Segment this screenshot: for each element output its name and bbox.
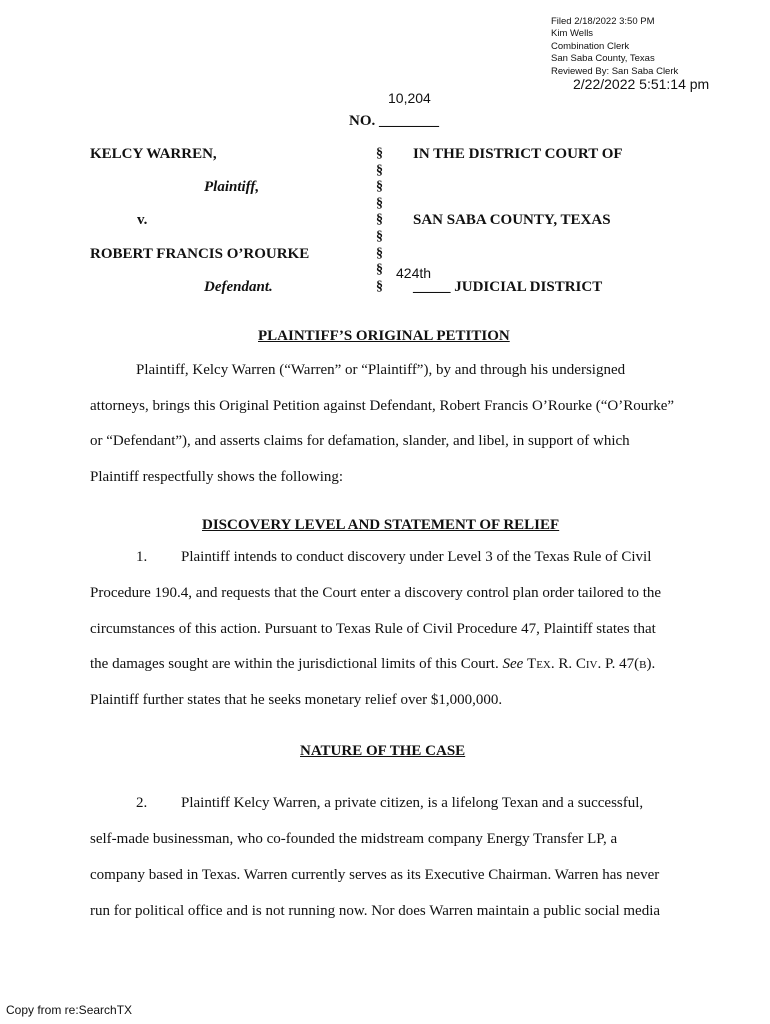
intro-line: Plaintiff respectfully shows the following: — [90, 469, 344, 485]
citation: Tex. R. Civ. P. 47(b). — [527, 656, 656, 672]
paragraph-line: circumstances of this action. Pursuant to Texas Rule of Civil Procedure 47, Plaintiff states that — [90, 621, 656, 637]
reviewed-by: Reviewed By: San Saba Clerk — [551, 65, 679, 77]
paragraph-text: the damages sought are within the jurisdictional limits of this Court. — [90, 656, 499, 672]
paragraph-line: self-made businessman, who co-founded the midstream company Energy Transfer LP, a — [90, 831, 618, 847]
footer-source: Copy from re:SearchTX — [6, 1003, 133, 1017]
section-mark: § — [376, 195, 383, 211]
plaintiff-name: KELCY WARREN, — [90, 146, 217, 162]
cause-number: 10,204 — [388, 90, 431, 106]
district-number: 424th — [396, 265, 432, 281]
court-line-1: IN THE DISTRICT COURT OF — [413, 146, 623, 162]
section-mark: § — [376, 179, 383, 195]
versus: v. — [137, 212, 148, 228]
document-title: PLAINTIFF’S ORIGINAL PETITION — [258, 328, 510, 344]
paragraph-line: Plaintiff intends to conduct discovery under Level 3 of the Texas Rule of Civil — [181, 549, 652, 565]
section-heading-discovery: DISCOVERY LEVEL AND STATEMENT OF RELIEF — [202, 517, 560, 533]
paragraph-line: company based in Texas. Warren currently serves as its Executive Chairman. Warren has never — [90, 867, 660, 883]
court-line-3: _____ JUDICIAL DISTRICT — [413, 279, 603, 295]
paragraph-line: Plaintiff further states that he seeks monetary relief over $1,000,000. — [90, 692, 503, 708]
clerk-title: Combination Clerk — [551, 40, 630, 52]
paragraph-line: run for political office and is not running now. Nor does Warren maintain a public social media — [90, 903, 661, 919]
intro-line: Plaintiff, Kelcy Warren (“Warren” or “Plaintiff”), by and through his undersigned — [136, 362, 626, 378]
defendant-name: ROBERT FRANCIS O’ROURKE — [90, 246, 310, 262]
paragraph-line-with-citation — [90, 656, 655, 673]
section-mark: § — [376, 228, 383, 244]
section-mark: § — [376, 212, 383, 228]
cause-number-label: NO. ________ — [349, 113, 439, 129]
section-heading-nature: NATURE OF THE CASE — [300, 743, 466, 759]
see-signal: See — [502, 656, 524, 672]
filed-date: Filed 2/18/2022 3:50 PM — [551, 16, 655, 27]
section-mark: § — [376, 146, 383, 161]
defendant-role: Defendant. — [204, 279, 273, 295]
plaintiff-role: Plaintiff, — [204, 179, 260, 195]
county: San Saba County, Texas — [551, 53, 655, 65]
paragraph-line: Procedure 190.4, and requests that the Court enter a discovery control plan order tailored to the — [90, 585, 662, 601]
paragraph-number: 2. — [136, 795, 148, 811]
paragraph-number: 1. — [136, 549, 148, 565]
paragraph-line: Plaintiff Kelcy Warren, a private citizen, is a lifelong Texan and a successful, — [181, 795, 644, 811]
review-date: 2/22/2022 5:51:14 pm — [573, 76, 710, 92]
section-marks — [376, 146, 383, 295]
filing-stamp — [551, 16, 678, 78]
court-line-2: SAN SABA COUNTY, TEXAS — [413, 212, 611, 228]
intro-line: or “Defendant”), and asserts claims for defamation, slander, and libel, in support of which — [90, 433, 630, 449]
section-mark: § — [376, 162, 383, 178]
section-mark: § — [376, 262, 383, 278]
intro-line: attorneys, brings this Original Petition against Defendant, Robert Francis O’Rourke (“O’Rourke” — [90, 398, 675, 414]
section-mark: § — [376, 245, 383, 261]
section-mark: § — [376, 278, 383, 294]
clerk-name: Kim Wells — [551, 28, 594, 40]
